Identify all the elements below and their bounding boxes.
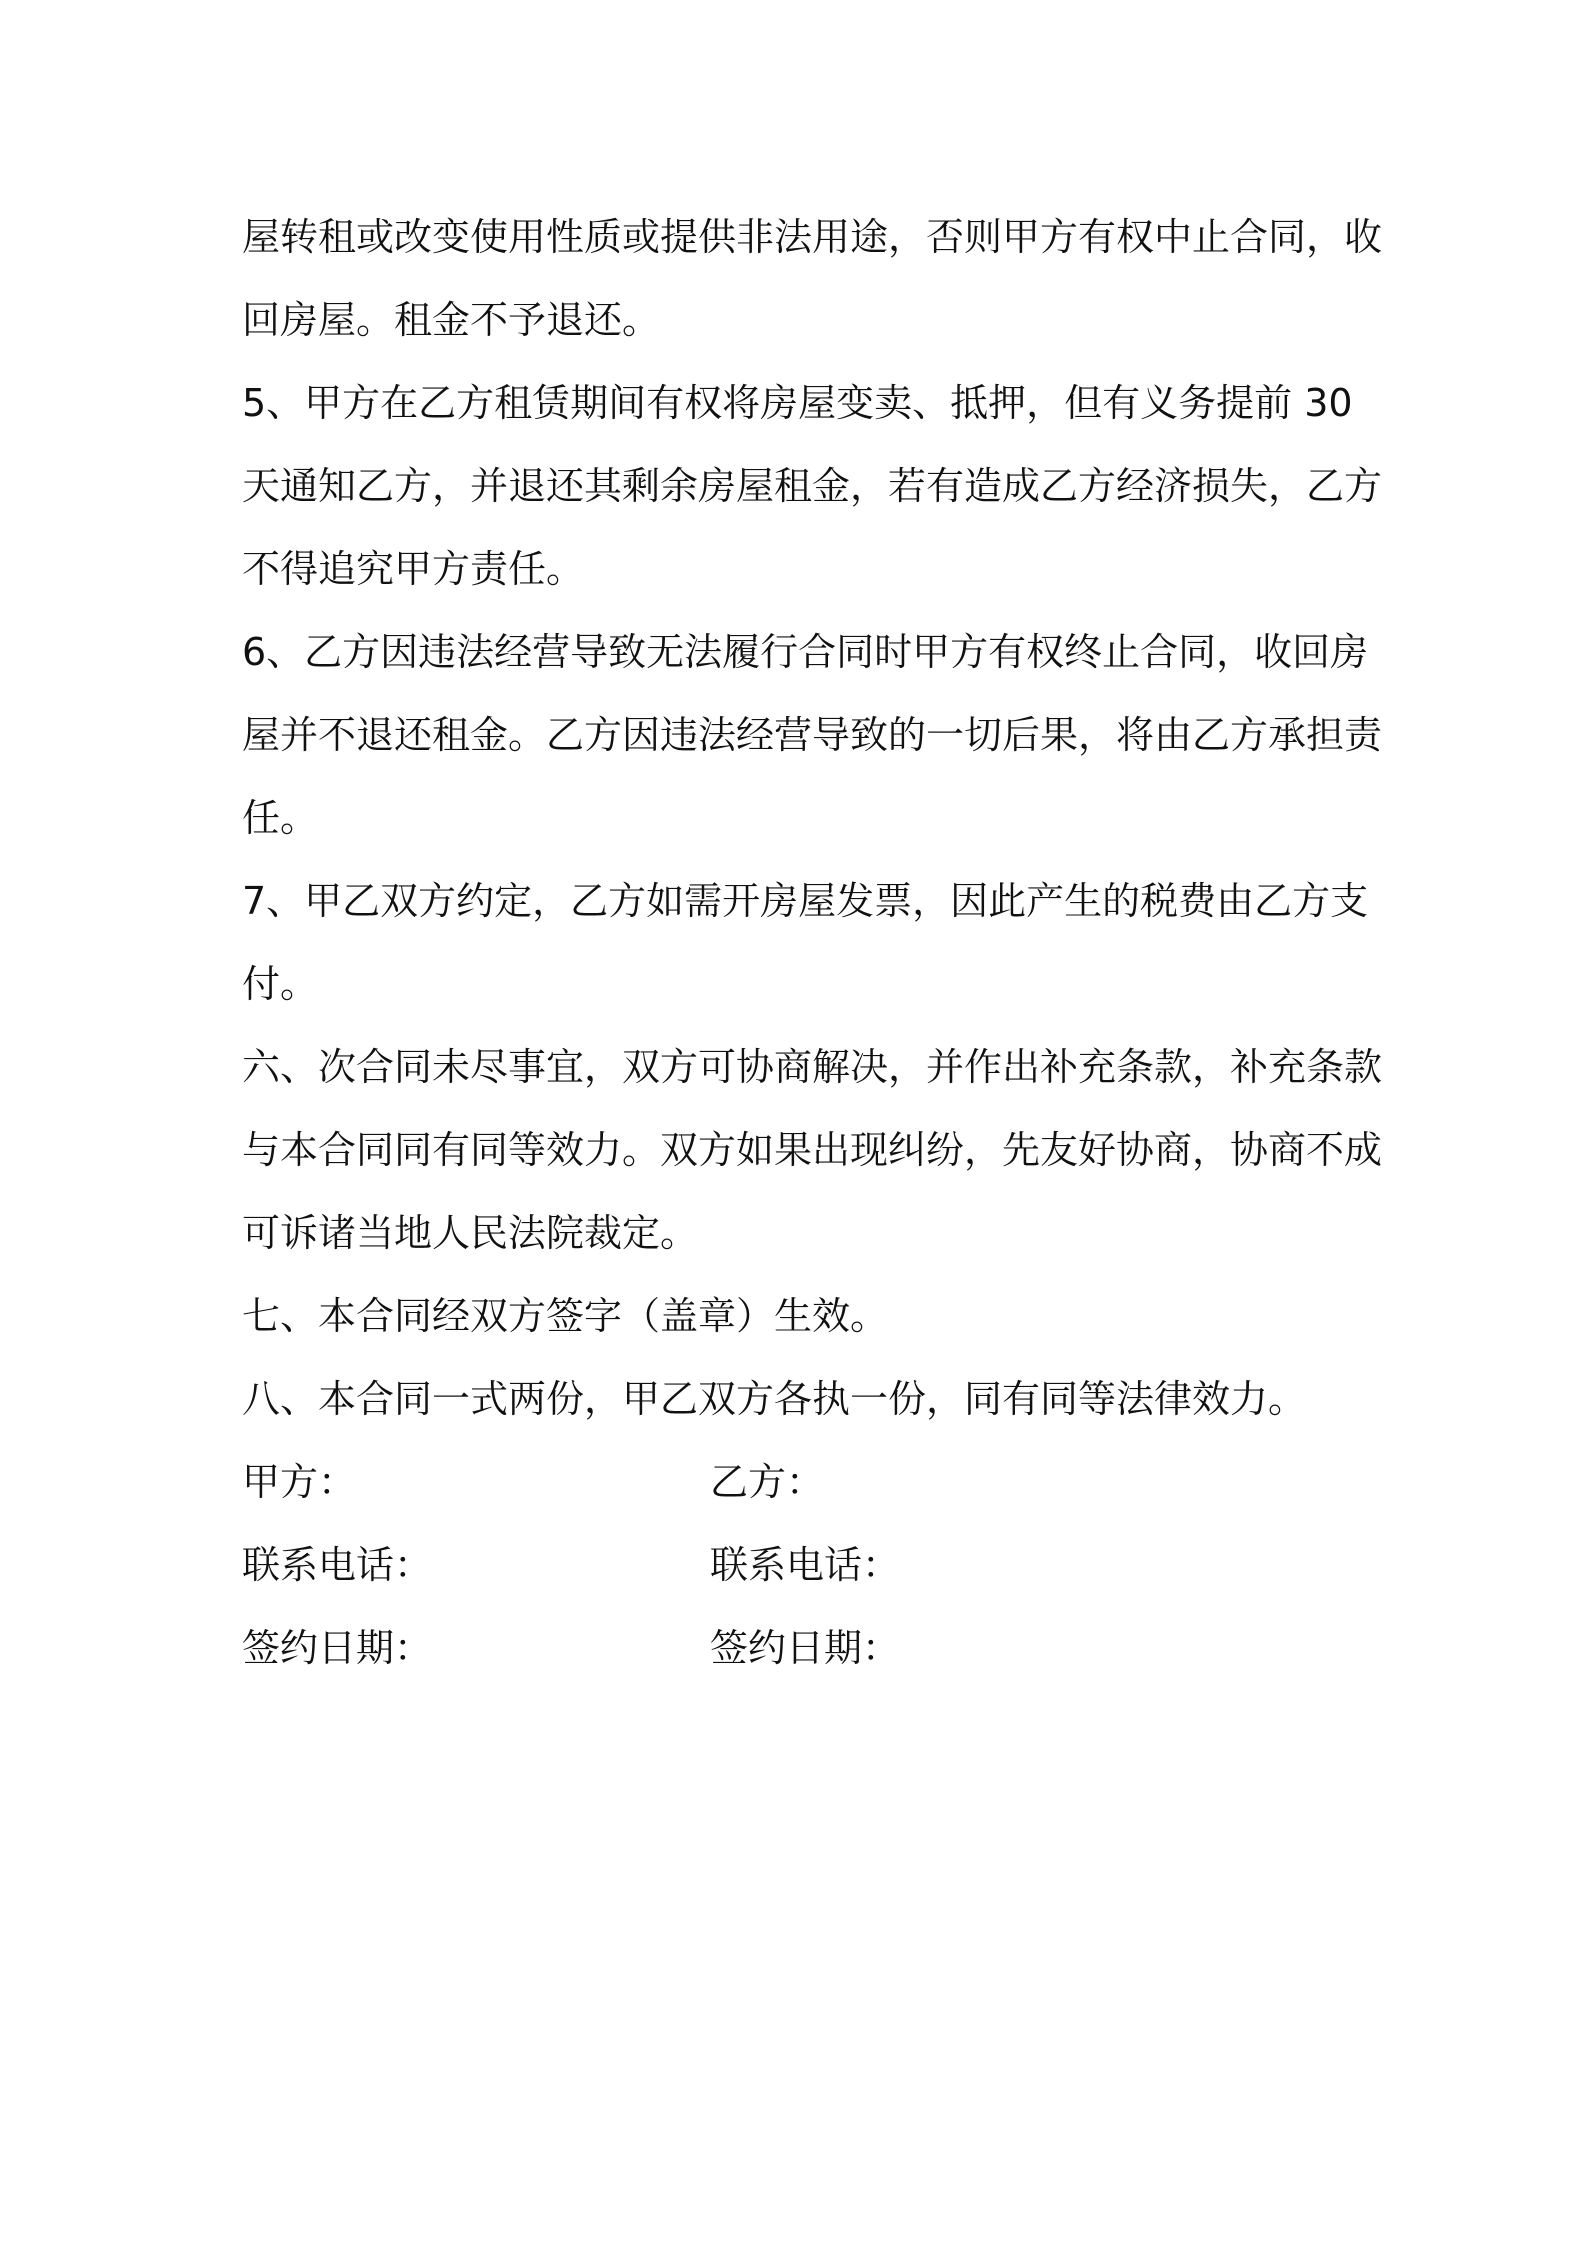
section-7-line: 七、本合同经双方签字（盖章）生效。: [242, 1294, 889, 1338]
signature-row-date: [242, 1607, 1362, 1690]
text-line-2: 回房屋。租金不予退还。: [242, 298, 661, 342]
party-b-label: 乙方：: [710, 1460, 825, 1504]
party-a-date-label: 签约日期：: [242, 1626, 433, 1670]
clause-7-line-2: 付。: [242, 962, 319, 1006]
party-a-phone-label: 联系电话：: [242, 1543, 433, 1587]
contract-body: [242, 196, 1383, 1690]
clause-5-line-1: 5、甲方在乙方租赁期间有权将房屋变卖、抵押，但有义务提前 30: [242, 381, 1353, 425]
clause-7-line-1: 7、甲乙双方约定，乙方如需开房屋发票，因此产生的税费由乙方支: [242, 879, 1369, 923]
clause-5-line-2: 天通知乙方，并退还其剩余房屋租金，若有造成乙方经济损失，乙方: [242, 464, 1383, 508]
party-a-label: 甲方：: [242, 1460, 357, 1504]
party-b-phone-label: 联系电话：: [710, 1543, 901, 1587]
section-6-line-1: 六、次合同未尽事宜，双方可协商解决，并作出补充条款，补充条款: [242, 1045, 1383, 1089]
clause-6-line-2: 屋并不退还租金。乙方因违法经营导致的一切后果，将由乙方承担责: [242, 713, 1383, 757]
signature-row-phone: [242, 1524, 1362, 1607]
section-6-line-3: 可诉诸当地人民法院裁定。: [242, 1211, 699, 1255]
clause-6-line-1: 6、乙方因违法经营导致无法履行合同时甲方有权终止合同，收回房: [242, 630, 1369, 674]
clause-5-line-3: 不得追究甲方责任。: [242, 547, 585, 591]
signature-row-party: [242, 1441, 1362, 1524]
clause-6-line-3: 任。: [242, 796, 319, 840]
section-6-line-2: 与本合同同有同等效力。双方如果出现纠纷，先友好协商，协商不成: [242, 1128, 1383, 1172]
section-8-line: 八、本合同一式两份，甲乙双方各执一份，同有同等法律效力。: [242, 1377, 1307, 1421]
text-line-1: 屋转租或改变使用性质或提供非法用途，否则甲方有权中止合同，收: [242, 215, 1383, 259]
party-b-date-label: 签约日期：: [710, 1626, 901, 1670]
